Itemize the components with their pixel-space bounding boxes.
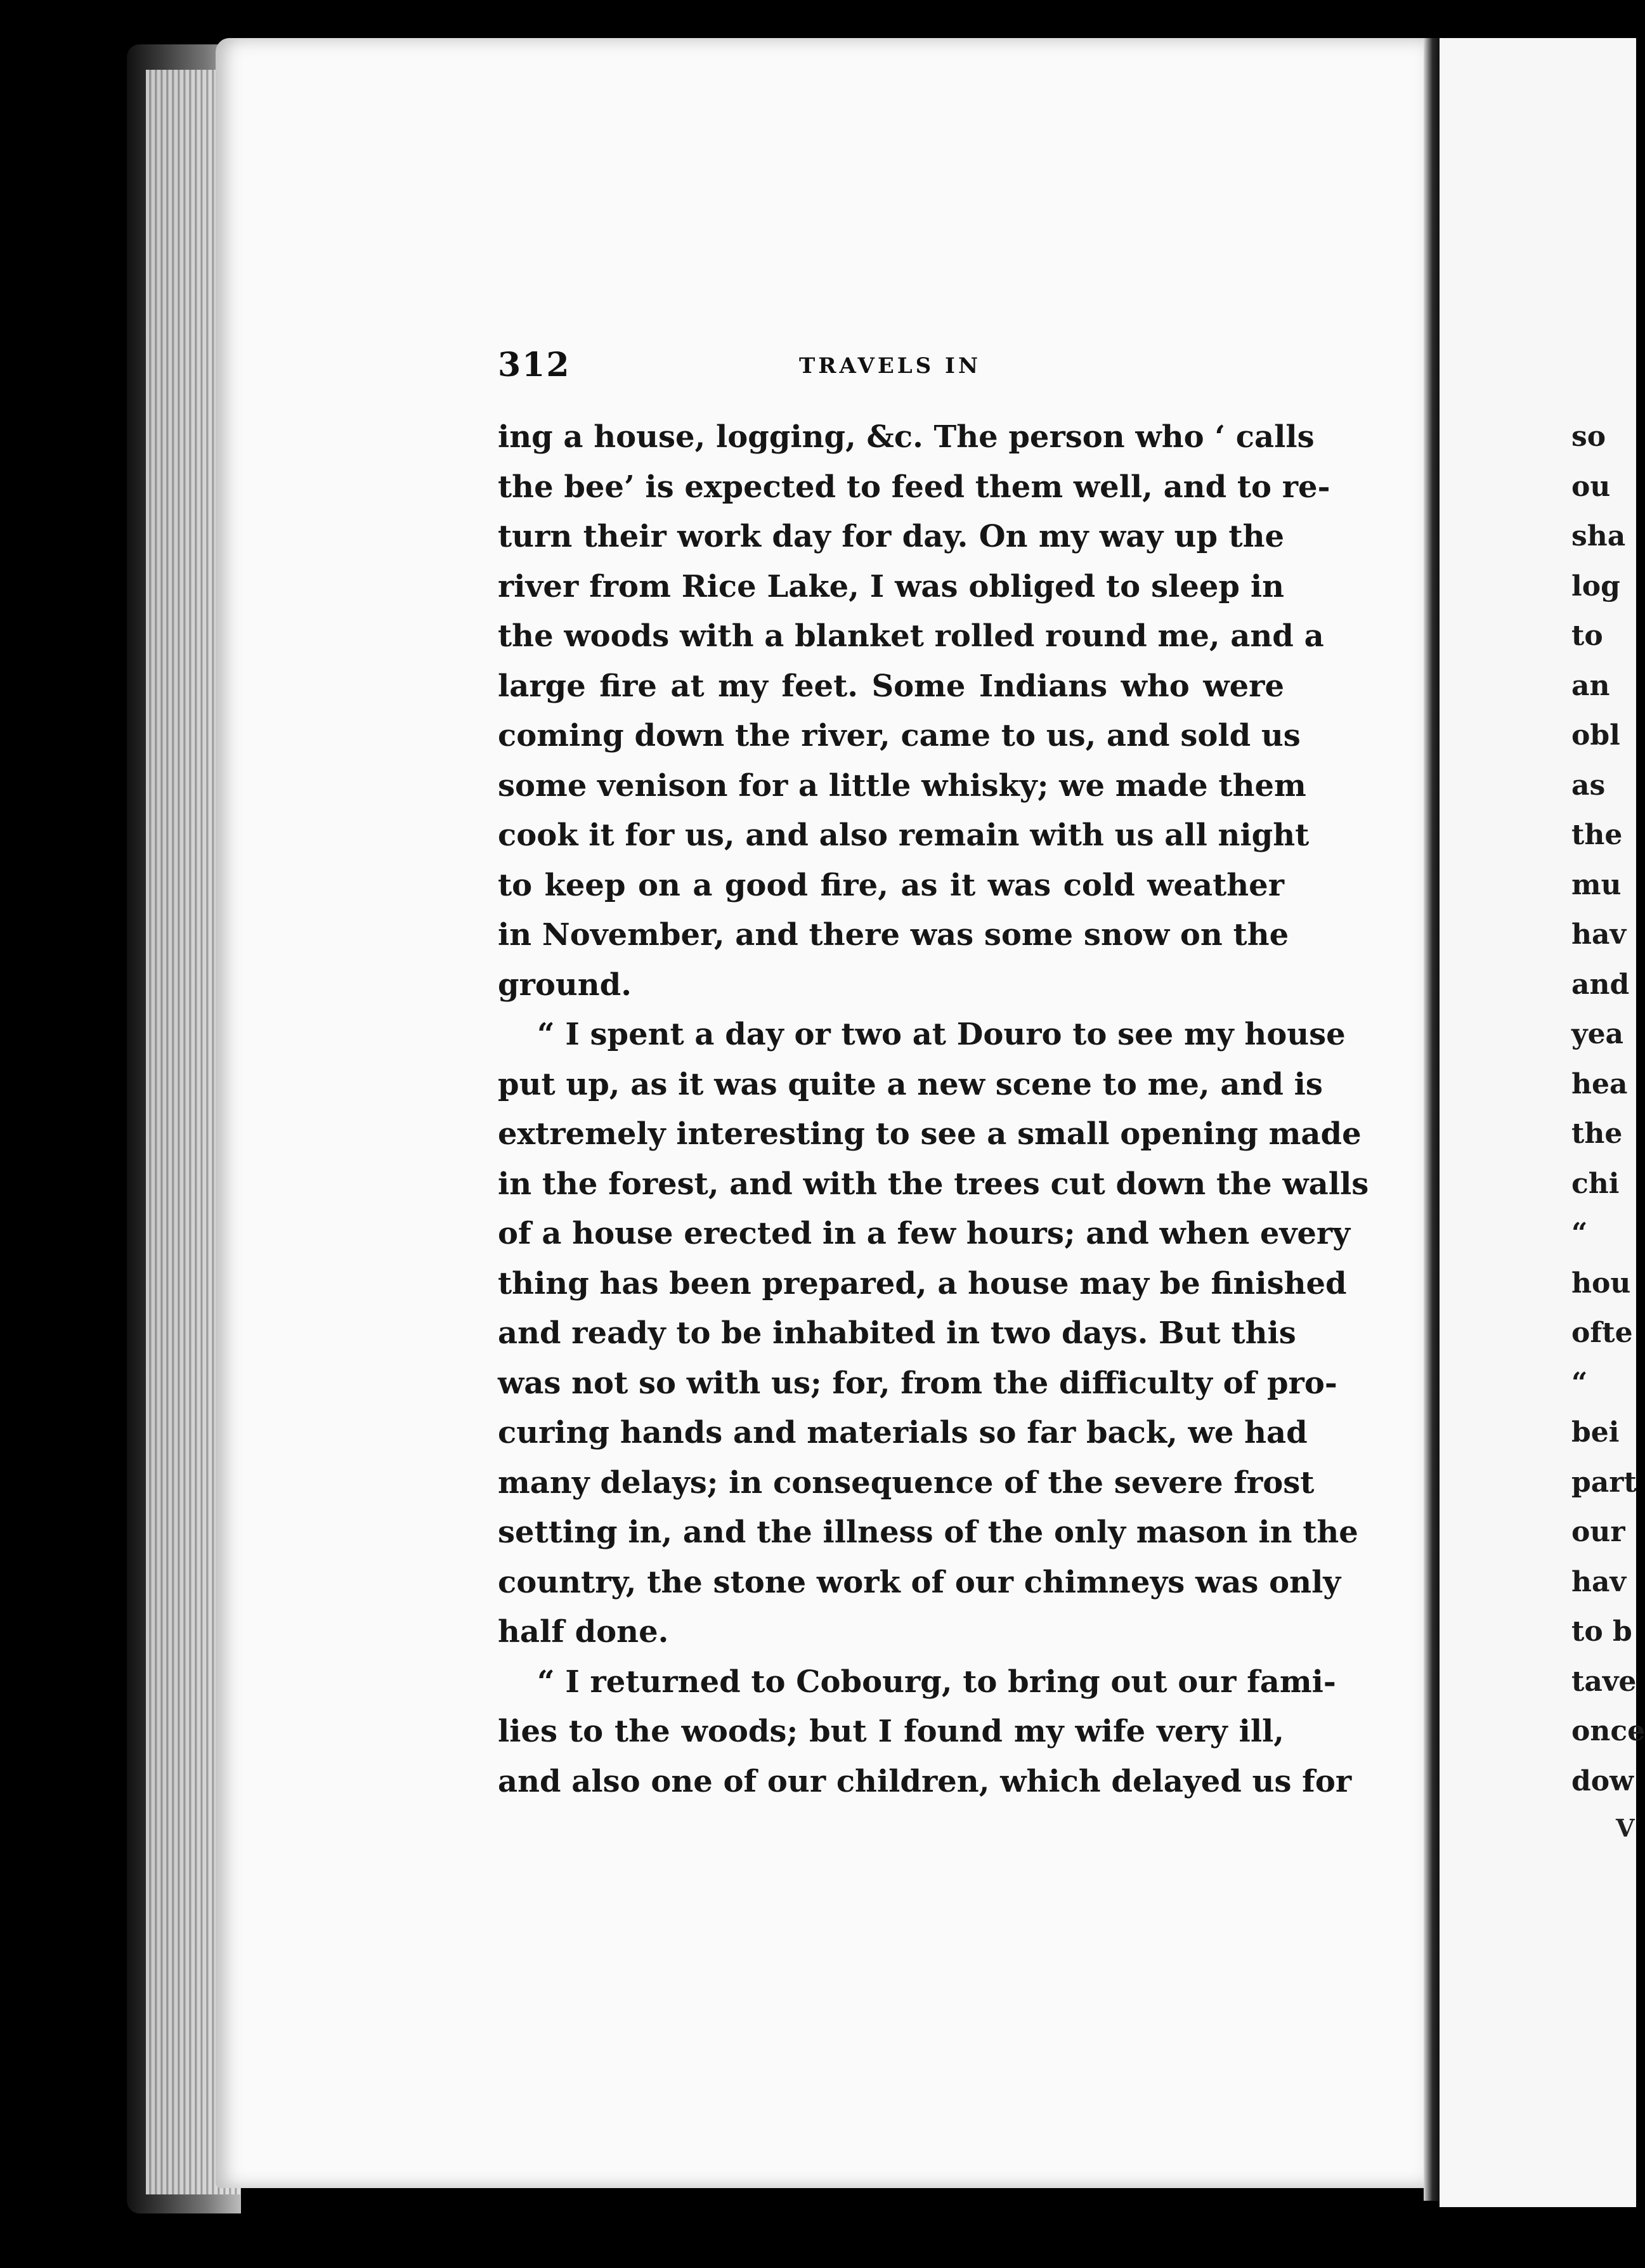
fragment-line: mu <box>1571 868 1622 901</box>
text-line: of a house erected in a few hours; and when every <box>498 1216 1351 1251</box>
fragment-line: yea <box>1571 1018 1624 1050</box>
page-number: 312 <box>498 346 571 384</box>
right-page-text-fragments <box>1571 412 1645 1806</box>
fragment-line: and <box>1571 968 1630 1001</box>
fragment-line: “ <box>1571 1366 1588 1399</box>
text-line: lies to the woods; but I found my wife very ill, <box>498 1714 1284 1749</box>
text-line: was not so with us; for, from the difficulty of pro- <box>498 1365 1337 1401</box>
fragment-line: the <box>1571 1118 1623 1150</box>
running-head-title: TRAVELS IN <box>799 353 982 379</box>
text-line: many delays; in consequence of the severe frost <box>498 1464 1315 1501</box>
fragment-line: “ <box>1571 1217 1588 1249</box>
fragment-line: part <box>1571 1466 1637 1499</box>
fragment-line: sha <box>1571 520 1626 552</box>
text-line: and also one of our children, which delayed us for <box>498 1763 1352 1799</box>
running-head <box>498 346 1284 390</box>
text-line: country, the stone work of our chimneys was only <box>498 1564 1341 1600</box>
fragment-line: ofte <box>1571 1317 1633 1349</box>
fragment-line: log <box>1571 570 1620 603</box>
text-line: half done. <box>498 1614 669 1650</box>
right-page-signature-mark: V <box>1616 1814 1635 1842</box>
text-line: ground. <box>498 967 632 1003</box>
text-line: curing hands and materials so far back, we had <box>498 1415 1308 1450</box>
text-line: coming down the river, came to us, and sold us <box>498 718 1301 753</box>
text-line: river from Rice Lake, I was obliged to sleep in <box>498 568 1284 604</box>
text-line: ing a house, logging, &c. The person who ‘ calls <box>498 419 1315 455</box>
text-line: the bee’ is expected to feed them well, and to re- <box>498 469 1330 505</box>
text-line: cook it for us, and also remain with us all night <box>498 818 1310 853</box>
text-line: in November, and there was some snow on the <box>498 917 1289 953</box>
fragment-line: as <box>1571 769 1606 802</box>
text-line: to keep on a good fire, as it was cold weather <box>498 867 1284 903</box>
fragment-line: our <box>1571 1516 1625 1548</box>
text-line: turn their work day for day. On my way up the <box>498 519 1284 554</box>
fragment-line: once <box>1571 1715 1645 1747</box>
text-line: thing has been prepared, a house may be finished <box>498 1265 1347 1301</box>
text-line: “ I spent a day or two at Douro to see my house <box>537 1017 1346 1052</box>
fragment-line: dow <box>1571 1764 1634 1797</box>
text-line: in the forest, and with the trees cut down the walls <box>498 1166 1369 1202</box>
fragment-line: an <box>1571 669 1610 702</box>
text-line: and ready to be inhabited in two days. But this <box>498 1315 1296 1351</box>
fragment-line: to b <box>1571 1615 1632 1648</box>
text-line: the woods with a blanket rolled round me, and a <box>498 618 1324 654</box>
fragment-line: bei <box>1571 1416 1620 1449</box>
fragment-line: tave <box>1571 1665 1637 1698</box>
text-line: put up, as it was quite a new scene to me, and is <box>498 1066 1323 1102</box>
text-line: extremely interesting to see a small opening made <box>498 1116 1362 1152</box>
fragment-line: obl <box>1571 719 1620 752</box>
text-line: “ I returned to Cobourg, to bring out our fami- <box>537 1664 1336 1700</box>
fragment-line: to <box>1571 620 1603 652</box>
book-gutter <box>1424 38 1440 2201</box>
fragment-line: hav <box>1571 918 1627 951</box>
fragment-line: hou <box>1571 1267 1631 1300</box>
fragment-line: chi <box>1571 1167 1620 1200</box>
fragment-line: hav <box>1571 1565 1627 1598</box>
fragment-line: the <box>1571 819 1623 851</box>
text-line: large fire at my feet. Some Indians who were <box>498 668 1284 704</box>
fragment-line: hea <box>1571 1067 1628 1100</box>
fragment-line: so <box>1571 420 1606 453</box>
fragment-line: ou <box>1571 470 1611 503</box>
text-line: some venison for a little whisky; we made them <box>498 767 1306 804</box>
text-line: setting in, and the illness of the only mason in the <box>498 1515 1358 1550</box>
body-text <box>498 412 1369 1806</box>
